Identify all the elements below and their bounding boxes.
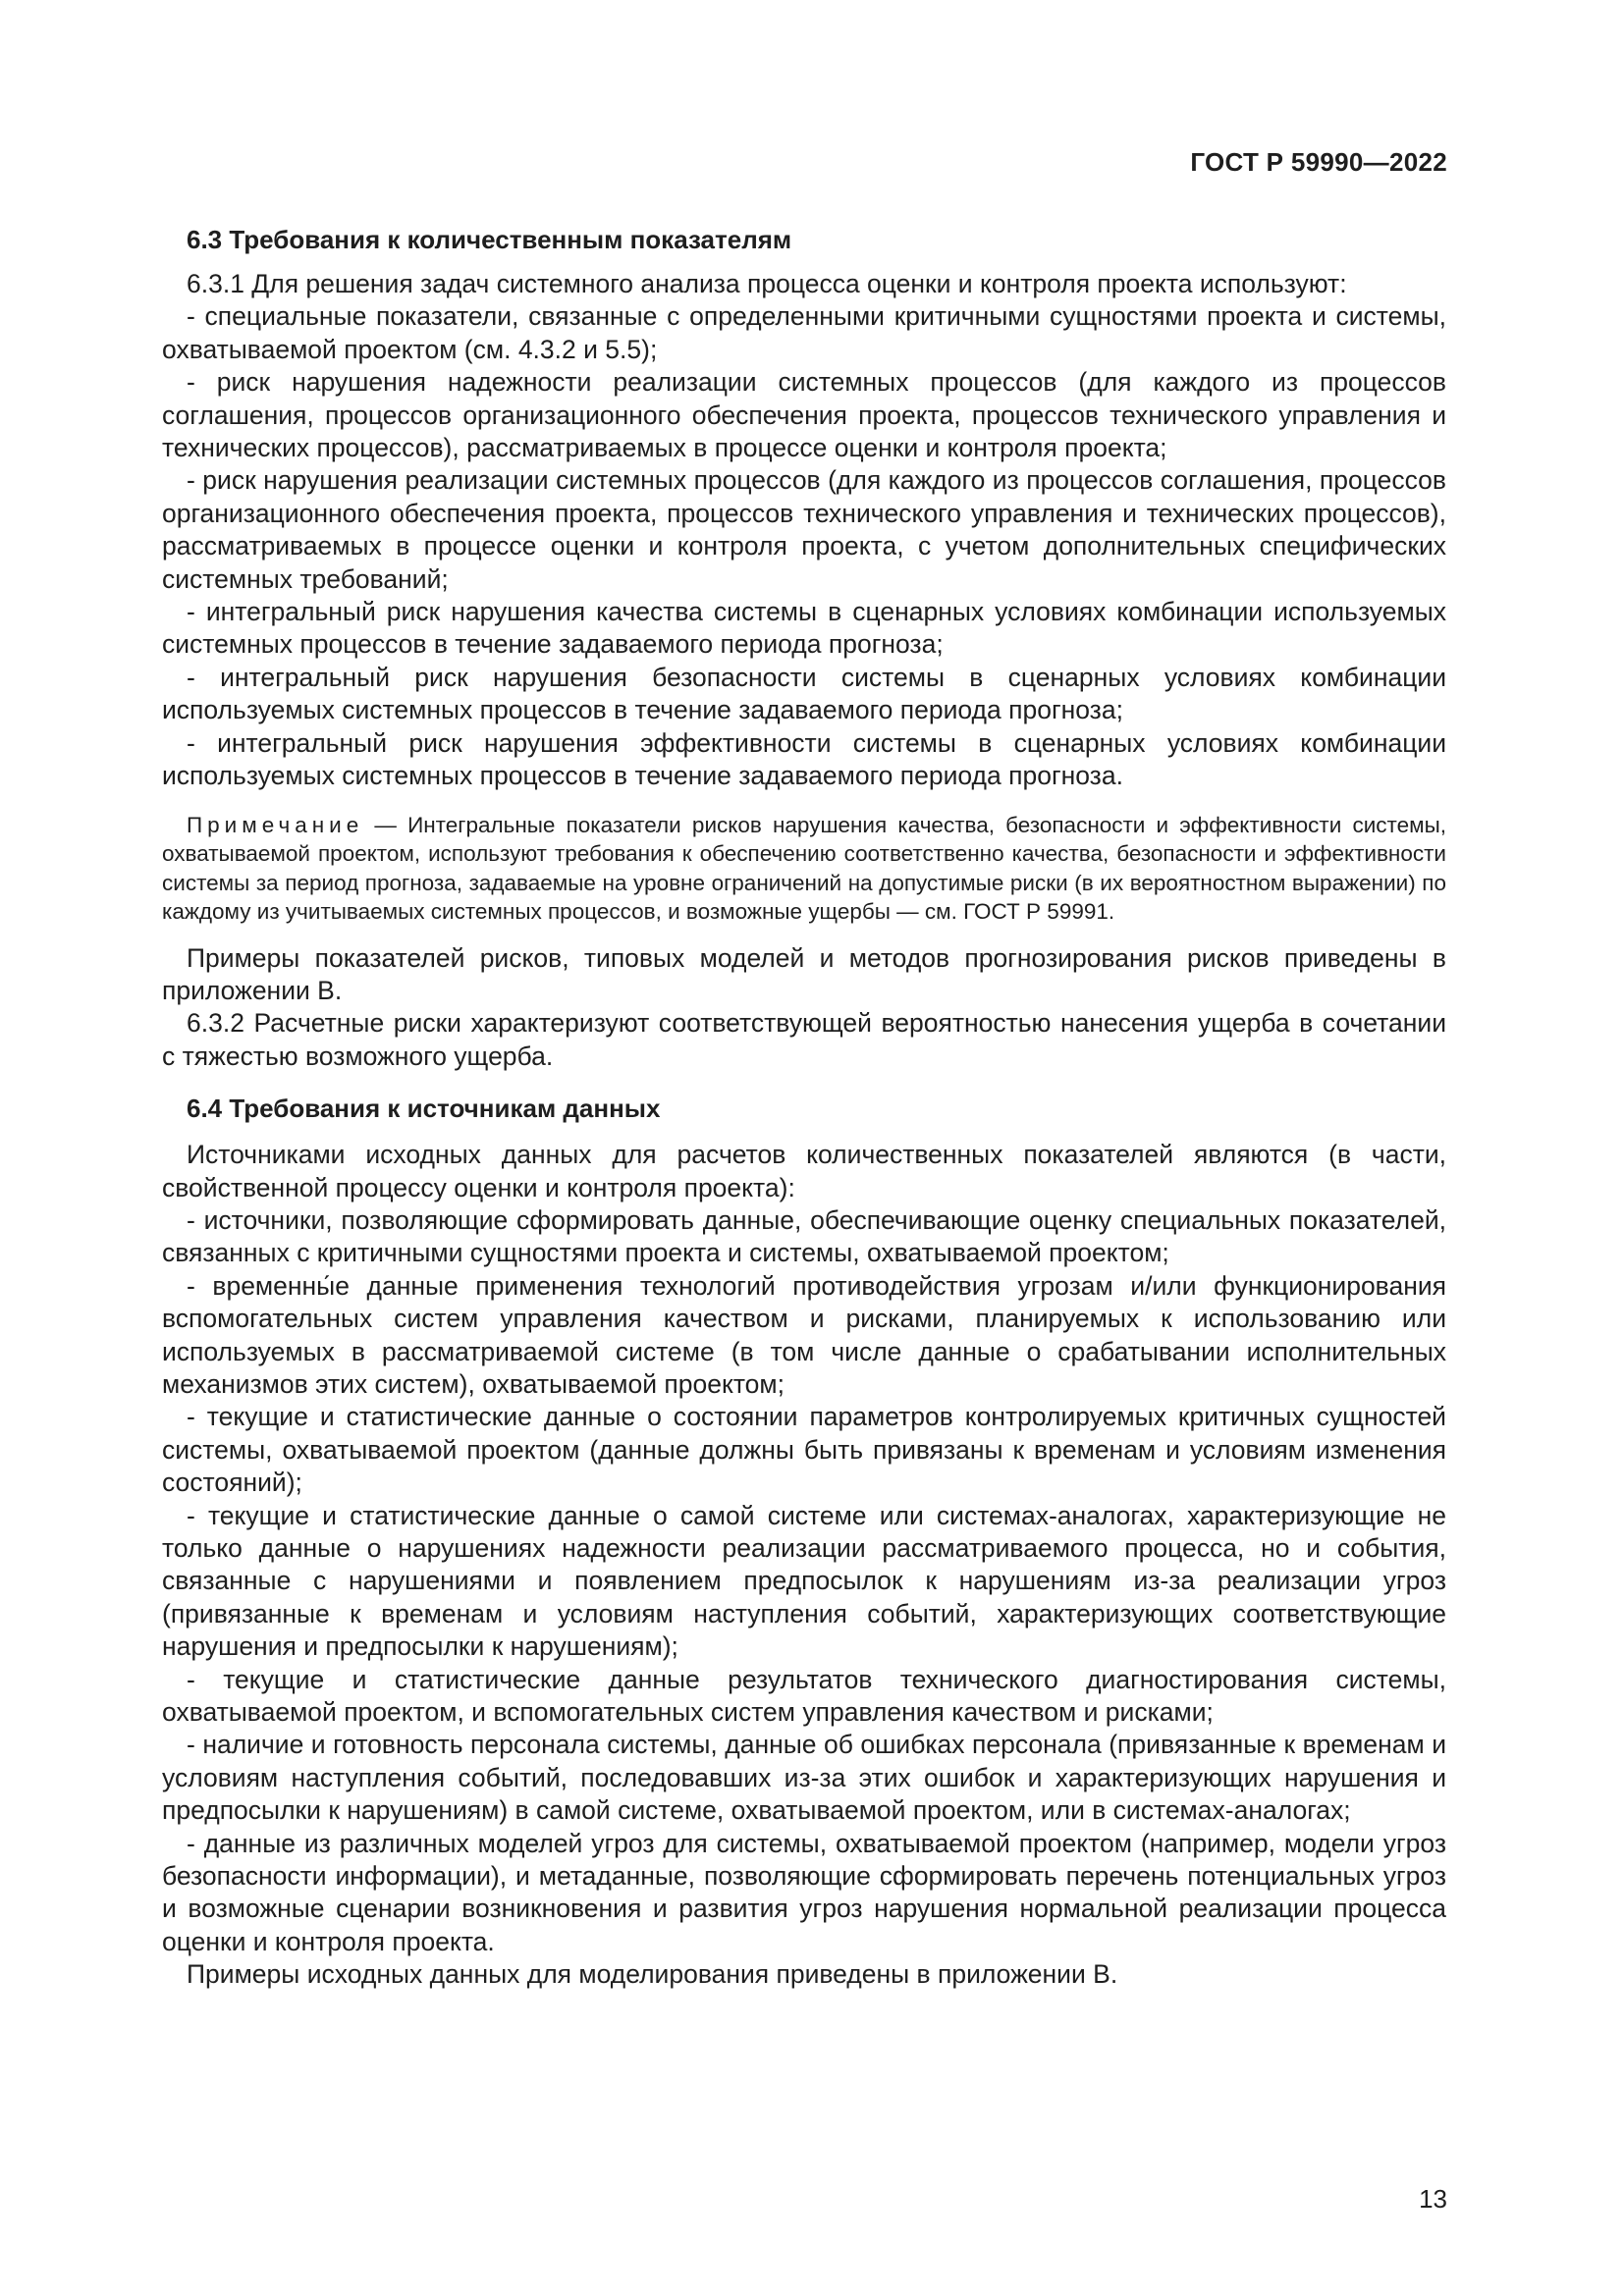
paragraph-risk-examples: Примеры показателей рисков, типовых моделей и методов прогнозирования рисков приведены в приложении В. (162, 942, 1446, 1005)
paragraph-modeling-examples: Примеры исходных данных для моделирования приведены в приложении В. (187, 1959, 1118, 1990)
list-item-temporal-data: - временны́е данные применения технологий противодействия угрозам и/или функционирования вспомогательных систем управления качеством и рисками, планируемых к использованию или используемых в рассматриваемой системе (в том числе данные о срабатывании исполнительных механизмов этих систем), охватываемой проектом; (162, 1270, 1446, 1399)
list-item-diagnostics-data: - текущие и статистические данные результатов технического диагностирования системы, охватываемой проектом, и вспомогательных систем управления качеством и рисками; (162, 1664, 1446, 1728)
list-item-source-special-indicators: - источники, позволяющие сформировать данные, обеспечивающие оценку специальных показателей, связанных с критичными сущностями проекта и системы, охватываемой проектом; (162, 1204, 1446, 1268)
list-item-efficiency-risk: - интегральный риск нарушения эффективности системы в сценарных условиях комбинации используемых системных процессов в течение задаваемого периода прогноза. (162, 727, 1446, 791)
list-item-safety-risk: - интегральный риск нарушения безопасности системы в сценарных условиях комбинации используемых системных процессов в течение задаваемого периода прогноза; (162, 662, 1446, 725)
list-item-threat-models: - данные из различных моделей угроз для системы, охватываемой проектом (например, модели угроз безопасности информации), и метаданные, позволяющие сформировать перечень потенциальных угроз и возможные сценарии возникновения и развития угроз нарушения нормальной реализации процесса оценки и контроля проекта. (162, 1828, 1446, 1956)
note-label: Примечание (187, 812, 364, 837)
paragraph-6-3-1: 6.3.1 Для решения задач системного анализа процесса оценки и контроля проекта используют: (187, 269, 1347, 298)
section-6-3-title: 6.3 Требования к количественным показателям (187, 225, 792, 254)
paragraph-6-3-2: 6.3.2 Расчетные риски характеризуют соответствующей вероятностью нанесения ущерба в сочетании с тяжестью возможного ущерба. (162, 1008, 1446, 1071)
section-6-4-title: 6.4 Требования к источникам данных (187, 1094, 661, 1124)
list-item-parameter-state-data: - текущие и статистические данные о состоянии параметров контролируемых критичных сущностей системы, охватываемой проектом (данные должны быть привязаны к временам и условиям изменения состояний); (162, 1402, 1446, 1498)
list-item-special-indicators: - специальные показатели, связанные с определенными критичными сущностями проекта и системы, охватываемой проектом (см. 4.3.2 и 5.5); (162, 301, 1446, 364)
page-number: 13 (1419, 2184, 1447, 2214)
page-content (162, 224, 1446, 1992)
list-item-system-analog-data: - текущие и статистические данные о самой системе или системах-аналогах, характеризующие не только данные о нарушениях надежности реализации рассматриваемого процесса, но и события, связанные с нарушениями и появлением предпосылок к нарушениям из-за реализации угроз (привязанные к временам и условиям наступления событий, характеризующих соответствующие нарушения и предпосылки к нарушениям); (162, 1500, 1446, 1662)
list-item-personnel-data: - наличие и готовность персонала системы, данные об ошибках персонала (привязанные к временам и условиям наступления событий, последовавших из-за этих ошибок и характеризующих нарушения и предпосылки к нарушениям) в самой системе, охватываемой проектом, или в системах-аналогах; (162, 1730, 1446, 1826)
paragraph-data-sources-intro: Источниками исходных данных для расчетов количественных показателей являются (в части, свойственной процессу оценки и контроля проекта): (162, 1140, 1446, 1202)
list-item-quality-risk: - интегральный риск нарушения качества системы в сценарных условиях комбинации используемых системных процессов в течение задаваемого периода прогноза; (162, 597, 1446, 660)
list-item-implementation-risk: - риск нарушения реализации системных процессов (для каждого из процессов соглашения, процессов организационного обеспечения проекта, процессов технического управления и технических процессов), рассматриваемых в процессе оценки и контроля проекта, с учетом дополнительных специфических системных требований; (162, 465, 1446, 594)
note-text: — Интегральные показатели рисков нарушения качества, безопасности и эффективности системы, охватываемой проектом, используют требования к обеспечению соответственно качества, безопасности и эффективности системы за период прогноза, задаваемые на уровне ограничений на допустимые риски (в их вероятностном выражении) по каждому из учитываемых системных процессов, и возможные ущербы — см. ГОСТ Р 59991. (162, 812, 1446, 924)
list-item-reliability-risk: - риск нарушения надежности реализации системных процессов (для каждого из процессов соглашения, процессов организационного обеспечения проекта, процессов технического управления и технических процессов), рассматриваемых в процессе оценки и контроля проекта; (162, 367, 1446, 463)
document-number-header: ГОСТ Р 59990—2022 (1190, 147, 1447, 177)
note-block (162, 811, 1446, 927)
